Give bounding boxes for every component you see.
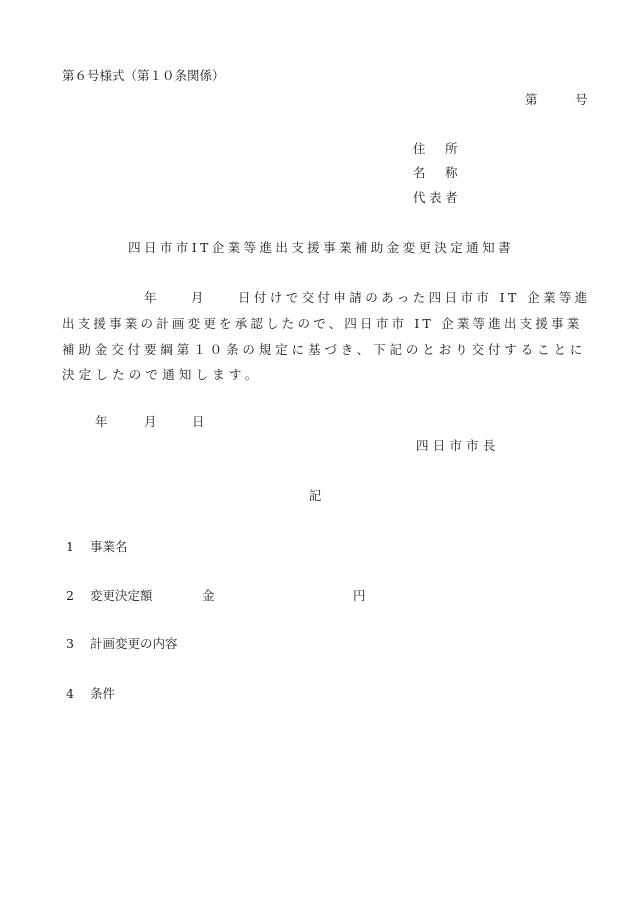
item-label: 条件 (90, 686, 116, 701)
address-char-1: 住 (413, 141, 426, 156)
amount-prefix: 金 (202, 588, 215, 603)
item-label: 事業名 (90, 539, 128, 554)
body-line-4: 決定したので通知します。 (62, 367, 262, 382)
item-number: 1 (66, 539, 74, 554)
body-line-1-text: 日付けで交付申請のあった四日市市 IT 企業等進 (238, 290, 591, 305)
item-number: 3 (66, 636, 74, 651)
document-number-prefix: 第 (525, 92, 538, 107)
date-month-label: 月 (144, 414, 157, 429)
item-label: 計画変更の内容 (90, 636, 178, 651)
issuer-name: 四日市市長 (416, 438, 500, 453)
body-month-label: 月 (191, 290, 204, 305)
name-char-2: 称 (445, 165, 458, 180)
date-year-label: 年 (95, 414, 108, 429)
amount-yen-suffix: 円 (353, 588, 366, 603)
form-number: 第６号様式（第１０条関係） (62, 68, 225, 83)
date-day-label: 日 (192, 414, 205, 429)
item-number: 2 (66, 588, 74, 603)
item-number: 4 (66, 686, 74, 701)
body-line-3: 補助金交付要綱第１０条の規定に基づき、下記のとおり交付することに (62, 342, 587, 357)
document-number-suffix: 号 (575, 92, 588, 107)
body-year-label: 年 (144, 290, 157, 305)
body-line-2: 出支援事業の計画変更を承認したので、四日市市 IT 企業等進出支援事業 (62, 316, 583, 331)
recipient-representative-label: 代表者 (413, 190, 462, 205)
document-title: 四日市市IT企業等進出支援事業補助金変更決定通知書 (128, 240, 514, 255)
address-char-2: 所 (445, 141, 458, 156)
name-char-1: 名 (413, 165, 426, 180)
ki-heading: 記 (308, 488, 322, 503)
body-line-1 (0, 292, 630, 306)
item-label: 変更決定額 (90, 588, 153, 603)
